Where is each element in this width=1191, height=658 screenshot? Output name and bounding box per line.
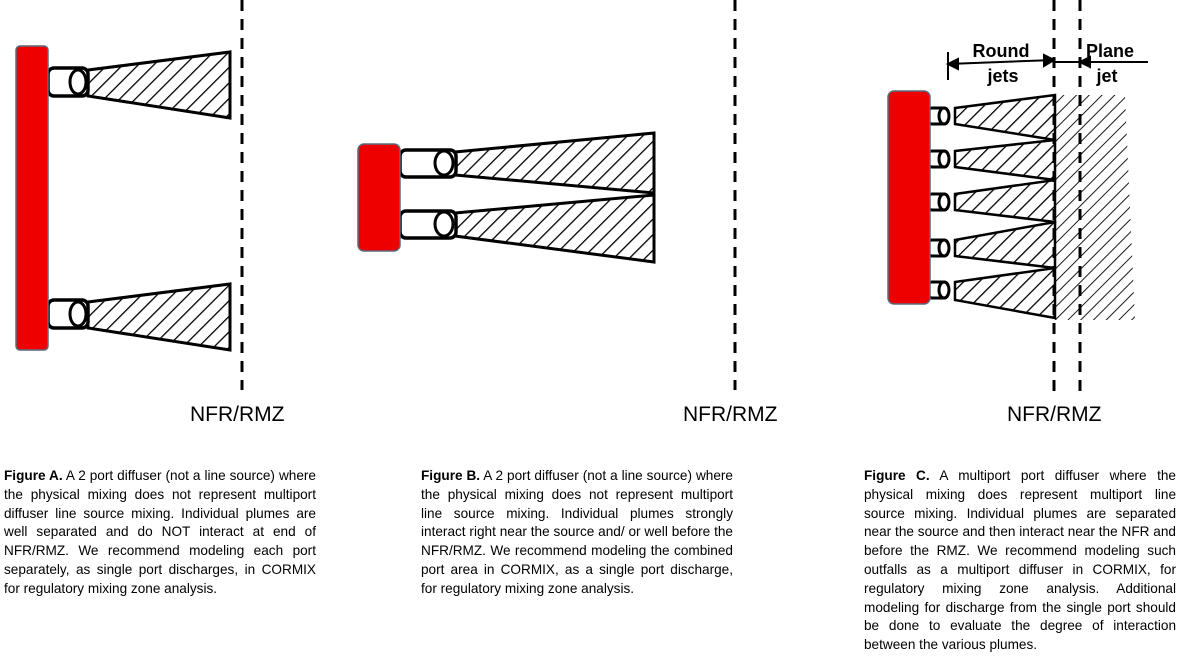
- figure-c-plane-label-2: jet: [1096, 66, 1118, 86]
- figure-a-plume-upper: [48, 52, 230, 118]
- figure-c-caption: [864, 467, 1176, 655]
- figure-c-round-jets: [955, 95, 1055, 318]
- figure-c-plane-jet-region: [1055, 95, 1135, 320]
- figure-c-round-label-1: Round: [972, 41, 1030, 61]
- figure-b-caption-text: A 2 port diffuser (not a line source) where the physical mixing does not represent multiport line source mixing. Individual plumes strongly interact right near the source and/ or well before the NFR/RMZ. We recommend modeling the combined port area in CORMIX, as a single port discharge, for regulatory mixing zone analysis.: [421, 468, 733, 596]
- figure-b-caption-title: Figure B.: [421, 468, 481, 483]
- figure-b-caption: [421, 467, 733, 599]
- figure-a-caption-title: Figure A.: [4, 468, 63, 483]
- figure-b-boundary-label: NFR/RMZ: [683, 403, 778, 426]
- figure-a-caption-text: A 2 port diffuser (not a line source) where the physical mixing does not represent multiport diffuser line source mixing. Individual plumes are well separated and do NOT interact at end of NFR/RMZ. We recommend modeling each port separately, as single port discharges, in CORMIX for regulatory mixing zone analysis.: [4, 468, 316, 596]
- figure-c-boundary-label: NFR/RMZ: [1007, 403, 1102, 426]
- figure-b-plume-upper: [400, 133, 654, 193]
- figure-c-caption-text: A multiport port diffuser where the physical mixing does represent multiport line source mixing. Individual plumes are separated near the source and then interact near the NFR and before the RMZ. We recommend modeling such outfalls as a multiport diffuser in CORMIX, for regulatory mixing zone analysis. Additional modeling for discharge from the single port should be done to evaluate the degree of interaction between the various plumes.: [864, 468, 1176, 653]
- figure-a-boundary-label: NFR/RMZ: [190, 403, 285, 426]
- figure-b-diffuser: [358, 144, 400, 251]
- figure-a-plume-lower: [48, 284, 230, 350]
- figure-a-diffuser: [16, 46, 48, 350]
- figure-c-diagram: [888, 0, 1148, 395]
- figure-c-plane-label-1: Plane: [1085, 41, 1135, 61]
- figure-a-caption: [4, 467, 316, 599]
- figure-c-round-label-2: jets: [987, 66, 1019, 86]
- figure-c-ports: [928, 108, 949, 298]
- figure-b-plume-lower: [400, 195, 654, 262]
- figure-c-caption-title: Figure C.: [864, 468, 930, 483]
- figure-b-diagram: [358, 0, 735, 390]
- figure-c-diffuser: [888, 91, 930, 304]
- figure-a-diagram: [16, 0, 242, 390]
